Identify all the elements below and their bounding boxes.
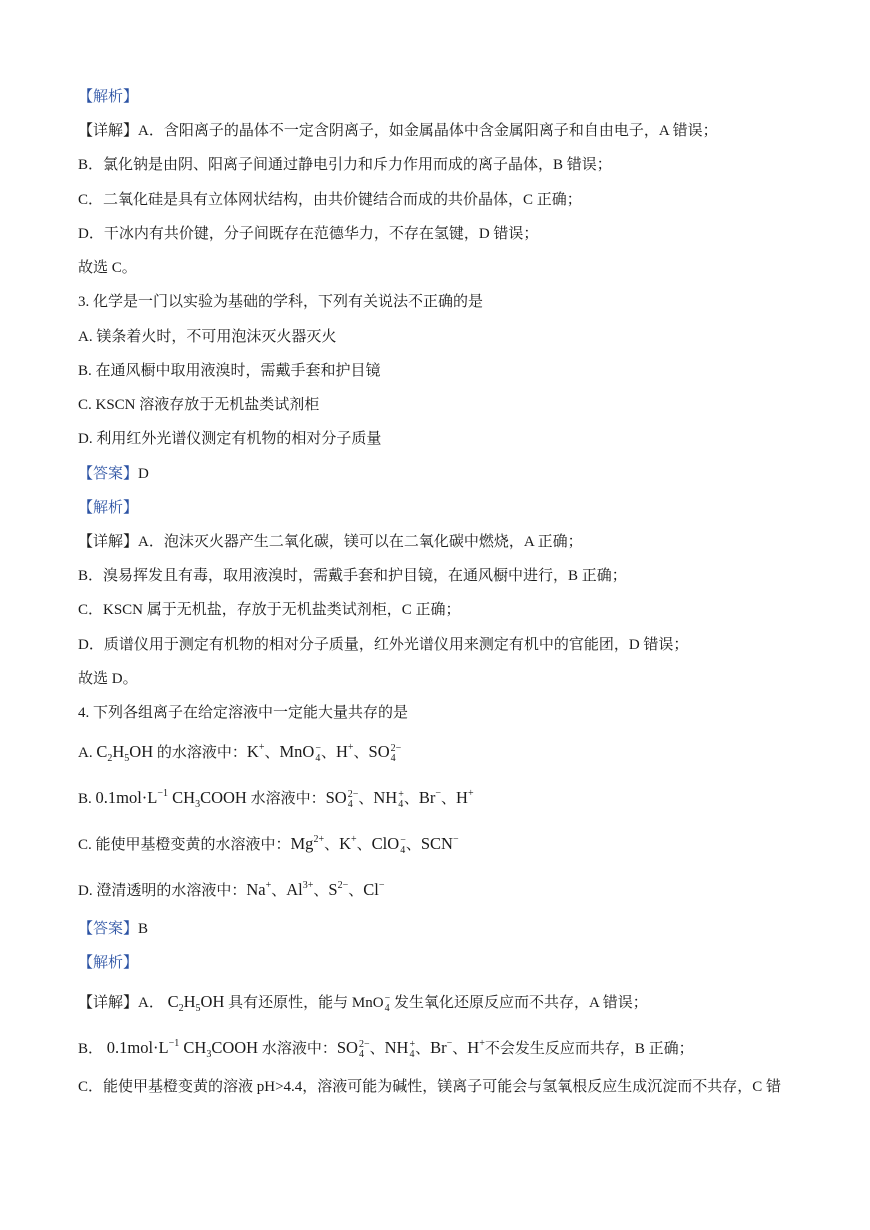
- formula-text: COOH: [200, 788, 247, 807]
- charge-index-stack: [385, 994, 391, 1014]
- formula-text: H: [335, 742, 348, 761]
- charge-index-stack: [348, 790, 359, 810]
- formula-text: H: [183, 992, 196, 1011]
- subscript: 3: [206, 1049, 212, 1060]
- formula-text: 0.1mol·L: [106, 1038, 169, 1057]
- q4-option-d: D. 澄清透明的水溶液中：Na+、$Al^{3+}$、$S^{2-}$、Cl−: [78, 880, 385, 899]
- superscript: +: [351, 834, 357, 845]
- q3-option-d: D. 利用红外光谱仪测定有机物的相对分子质量: [78, 431, 382, 447]
- formula-text: Cl: [363, 880, 379, 899]
- subscript: 4: [358, 1049, 364, 1060]
- q4-stem: 4. 下列各组离子在给定溶液中一定能大量共存的是: [78, 705, 409, 721]
- subscript: 4: [347, 799, 353, 810]
- subscript: 4: [398, 799, 404, 810]
- q4-option-c: C. 能使甲基橙变黄的水溶液中：$Mg^{2+}$、K+、ClO − 4 、SCN−: [78, 834, 459, 856]
- q3-option-c: C. KSCN 溶液存放于无机盐类试剂柜: [78, 397, 320, 413]
- formula-text: K: [246, 742, 259, 761]
- q3-option-a: A. 镁条着火时，不可用泡沫灭火器灭火: [78, 329, 337, 345]
- q4-option-b: B. $0.1mol\cdot L^{-1}$ $CH_3COOH$ 水溶液中：SO 2− 4 、NH + 4 、Br−、H+: [78, 788, 474, 810]
- formula-text: K: [339, 834, 352, 853]
- superscript: +: [398, 789, 404, 800]
- q4-detail-b: B． $0.1mol\cdot L^{-1}$ $CH_3COOH$ 水溶液中：SO 2− 4 、NH + 4 、Br−、H+不会发生反应而共存，B 正确；: [78, 1038, 694, 1060]
- q4-detail-c: C．能使甲基橙变黄的溶液 pH>4.4，溶液可能为碱性，镁离子可能会与氢氧根反应生成沉淀而不共存，C 错: [78, 1079, 782, 1095]
- answer-label: 【答案】: [78, 921, 139, 937]
- detail-label: 【详解】: [78, 995, 139, 1011]
- superscript: +: [467, 788, 474, 799]
- q3-stem: 3. 化学是一门以实验为基础的学科，下列有关说法不正确的是: [78, 294, 484, 310]
- detail-text: A． $C_2H_5OH$ 具有还原性，能与 MnO − 4 发生氧化还原反应而不共存，A 错误；: [138, 992, 648, 1014]
- q2-conclusion: 故选 C。: [78, 260, 137, 276]
- q4-option-a: A. $C_2H_5OH$ 的水溶液中：K+、MnO − 4 、H+、SO 2− 4: [78, 742, 402, 764]
- superscript: −: [384, 993, 391, 1004]
- detail-label: 【详解】: [78, 534, 139, 550]
- q3-conclusion: 故选 D。: [78, 671, 138, 687]
- superscript: 2+: [313, 834, 325, 845]
- superscript: 3+: [302, 880, 314, 891]
- superscript: −1: [157, 788, 169, 799]
- q3-answer: [78, 462, 149, 486]
- q3-detail-d: D．质谱仪用于测定有机物的相对分子质量，红外光谱仪用来测定有机中的官能团，D 错误；: [78, 637, 689, 653]
- q2-analysis-label: 【解析】: [78, 89, 139, 105]
- superscript: −1: [168, 1038, 180, 1049]
- formula-text: H: [456, 788, 468, 807]
- q3-option-b: B. 在通风橱中取用液溴时，需戴手套和护目镜: [78, 363, 381, 379]
- formula-text: CH: [168, 788, 196, 807]
- formula-text: H: [467, 1038, 480, 1057]
- q3-analysis-label: 【解析】: [78, 500, 139, 516]
- superscript: 2−: [358, 1039, 370, 1050]
- q2-detail-d: D．干冰内有共价键，分子间既存在范德华力，不存在氢键，D 错误；: [78, 226, 539, 242]
- formula-text: S: [328, 880, 338, 899]
- formula-text: H: [112, 742, 125, 761]
- charge-index-stack: [315, 744, 321, 764]
- subscript: 4: [390, 753, 396, 764]
- superscript: 2−: [347, 789, 359, 800]
- q2-detail-b: B．氯化钠是由阴、阳离子间通过静电引力和斥力作用而成的离子晶体，B 错误；: [78, 157, 612, 173]
- subscript: 4: [400, 845, 406, 856]
- q3-detail-a: [78, 530, 583, 554]
- formula-text: C: [96, 742, 108, 761]
- formula-text: 0.1mol·L: [95, 788, 158, 807]
- superscript: +: [479, 1038, 485, 1049]
- superscript: −: [400, 835, 406, 846]
- formula-text: SO: [368, 742, 390, 761]
- q2-detail-c: C．二氧化硅是具有立体网状结构，由共价键结合而成的共价晶体，C 正确；: [78, 192, 582, 208]
- superscript: −: [452, 834, 459, 845]
- subscript: 5: [124, 753, 130, 764]
- superscript: +: [409, 1039, 416, 1050]
- formula-text: COOH: [211, 1038, 259, 1057]
- subscript: 3: [195, 799, 201, 810]
- formula-text: CH: [179, 1038, 207, 1057]
- formula-text: Na: [246, 880, 266, 899]
- detail-label: 【详解】: [78, 123, 139, 139]
- subscript: 5: [195, 1003, 201, 1014]
- superscript: 2−: [337, 880, 349, 891]
- charge-index-stack: [359, 1040, 370, 1060]
- charge-index-stack: [400, 836, 406, 856]
- answer-value: B: [138, 921, 149, 937]
- subscript: 4: [315, 753, 321, 764]
- answer-label: 【答案】: [78, 466, 139, 482]
- formula-text: MnO: [279, 742, 315, 761]
- q4-analysis-label: 【解析】: [78, 955, 139, 971]
- q4-answer: [78, 917, 148, 941]
- superscript: +: [347, 742, 354, 753]
- charge-index-stack: [398, 790, 404, 810]
- formula-text: C: [167, 992, 179, 1011]
- formula-text: SCN: [420, 834, 453, 853]
- q4-detail-a: [78, 990, 648, 1015]
- formula-text: ClO: [371, 834, 400, 853]
- superscript: +: [258, 742, 265, 753]
- superscript: 2−: [390, 743, 402, 754]
- formula-text: OH: [129, 742, 154, 761]
- q2-detail-a: [78, 119, 718, 143]
- q3-detail-c: C．KSCN 属于无机盐，存放于无机盐类试剂柜，C 正确；: [78, 602, 461, 618]
- answer-value: D: [138, 466, 149, 482]
- subscript: 4: [384, 1003, 390, 1014]
- subscript: 4: [409, 1049, 415, 1060]
- superscript: +: [265, 880, 272, 891]
- superscript: −: [446, 1038, 453, 1049]
- charge-index-stack: [391, 744, 402, 764]
- charge-index-stack: [409, 1040, 415, 1060]
- formula-text: OH: [200, 992, 225, 1011]
- detail-text: A．含阳离子的晶体不一定含阴离子，如金属晶体中含金属阳离子和自由电子，A 错误；: [138, 123, 718, 139]
- superscript: −: [378, 880, 385, 891]
- formula-text: NH: [373, 788, 398, 807]
- formula-text: Al: [286, 880, 303, 899]
- superscript: −: [315, 743, 321, 754]
- subscript: 2: [178, 1003, 184, 1014]
- formula-text: SO: [336, 1038, 358, 1057]
- formula-text: Mg: [290, 834, 314, 853]
- q3-detail-b: B．溴易挥发且有毒，取用液溴时，需戴手套和护目镜，在通风橱中进行，B 正确；: [78, 568, 627, 584]
- formula-text: NH: [384, 1038, 409, 1057]
- formula-text: Br: [418, 788, 436, 807]
- formula-text: SO: [325, 788, 347, 807]
- superscript: −: [435, 788, 441, 799]
- detail-text: A．泡沫灭火器产生二氧化碳，镁可以在二氧化碳中燃烧，A 正确；: [138, 534, 583, 550]
- subscript: 2: [107, 753, 113, 764]
- formula-text: Br: [430, 1038, 447, 1057]
